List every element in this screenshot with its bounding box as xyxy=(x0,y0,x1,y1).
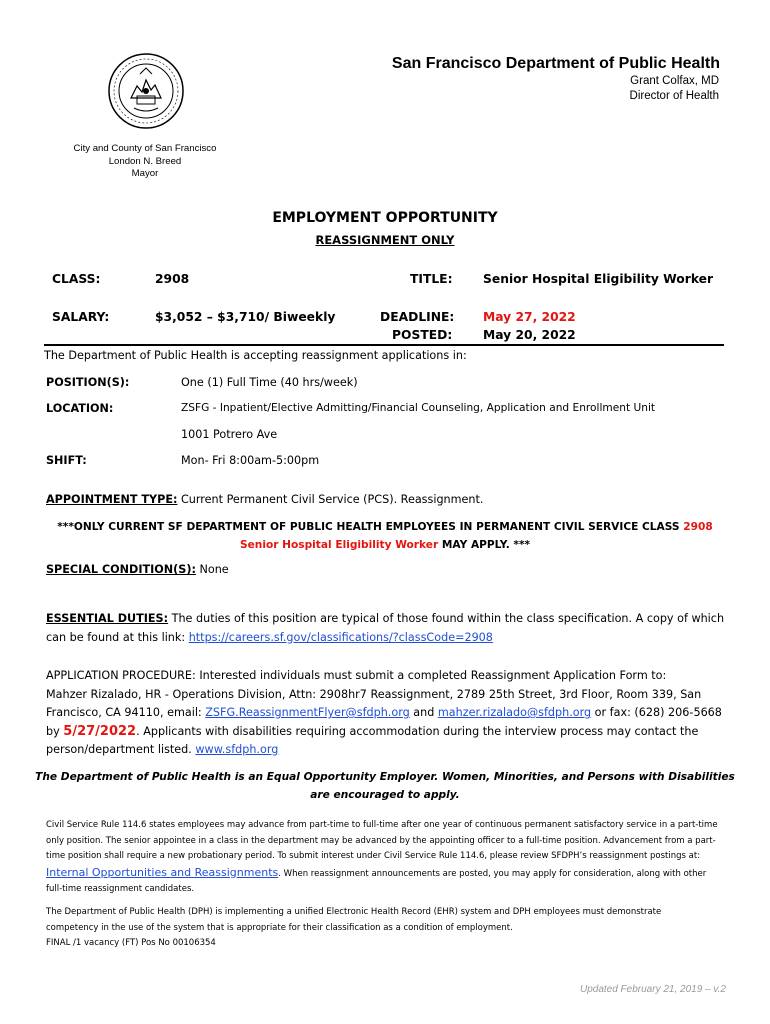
director-title: Director of Health xyxy=(629,90,719,102)
procedure-fax: or fax: (628) 206-5668 by xyxy=(46,706,722,738)
shift-value: Mon- Fri 8:00am-5:00pm xyxy=(181,454,320,467)
duties-label: ESSENTIAL DUTIES: xyxy=(46,612,169,625)
class-spec-link[interactable]: https://careers.sf.gov/classifications/?classCode=2908 xyxy=(188,630,493,644)
procedure-accommodation: . Applicants with disabilities requiring accommodation during the interview process may contact the person/department listed. xyxy=(46,724,699,756)
position-value: One (1) Full Time (40 hrs/week) xyxy=(181,376,358,389)
salary-value: $3,052 – $3,710/ Biweekly xyxy=(155,310,336,324)
sf-city-seal-icon xyxy=(107,52,185,130)
intro-text: The Department of Public Health is accepting reassignment applications in: xyxy=(44,349,467,362)
director-name: Grant Colfax, MD xyxy=(630,75,719,87)
email-link-flyer[interactable]: ZSFG.ReassignmentFlyer@sfdph.org xyxy=(205,706,410,719)
divider xyxy=(44,344,724,346)
shift-label: SHIFT: xyxy=(46,454,87,467)
version-footer: Updated February 21, 2019 – v.2 xyxy=(579,984,726,995)
class-label: CLASS: xyxy=(52,272,101,286)
special-conditions xyxy=(46,563,229,576)
application-procedure xyxy=(46,667,722,760)
eligibility-class: 2908 xyxy=(683,521,713,533)
website-link[interactable]: www.sfdph.org xyxy=(195,743,279,756)
appointment-value: Current Permanent Civil Service (PCS). Reassignment. xyxy=(177,493,484,506)
rule-text-end: . When reassignment announcements are posted, you may apply for consideration, along with other full-time reassignment candidates. xyxy=(46,868,707,894)
location-address: 1001 Potrero Ave xyxy=(181,428,278,441)
city-block xyxy=(60,143,230,181)
eoe-statement xyxy=(0,768,770,804)
ehr-line2: competency in the use of the system that is appropriate for their classification as a condition of employment. xyxy=(46,922,513,933)
appointment-label: APPOINTMENT TYPE: xyxy=(46,493,178,506)
eligibility-notice xyxy=(0,518,770,554)
eoe-line1: The Department of Public Health is an Equal Opportunity Employer. Women, Minorities, and Persons with Disabilities xyxy=(35,771,735,783)
procedure-line1: APPLICATION PROCEDURE: Interested individuals must submit a completed Reassignment Application Form to: xyxy=(46,669,667,682)
position-label: POSITION(S): xyxy=(46,376,130,389)
location-value: ZSFG - Inpatient/Elective Admitting/Financial Counseling, Application and Enrollment Unit xyxy=(181,402,656,414)
duties-text: The duties of this position are typical of those found within the class specification. A copy of which can be found at this link: xyxy=(46,612,725,644)
department-title: San Francisco Department of Public Health xyxy=(391,55,720,72)
page-title: EMPLOYMENT OPPORTUNITY xyxy=(272,210,498,226)
appointment-line xyxy=(46,493,483,506)
salary-label: SALARY: xyxy=(52,310,110,324)
essential-duties xyxy=(46,610,726,647)
civil-service-rule xyxy=(46,818,722,898)
posted-label: POSTED: xyxy=(392,328,453,342)
eligibility-title: Senior Hospital Eligibility Worker xyxy=(239,539,439,551)
ehr-notice xyxy=(46,905,736,952)
city-name: City and County of San Francisco xyxy=(73,143,217,154)
procedure-deadline: 5/27/2022 xyxy=(63,723,137,739)
deadline-value: May 27, 2022 xyxy=(483,310,576,324)
posted-value: May 20, 2022 xyxy=(483,328,576,342)
procedure-address: Mahzer Rizalado, HR - Operations Division, Attn: 2908hr7 Reassignment, 2789 25th Street, 3rd Floor, Room 339, San Francisco, CA 94110, email: xyxy=(46,687,702,719)
vacancy-info: FINAL /1 vacancy (FT) Pos No 00106354 xyxy=(46,938,216,948)
rule-text: Civil Service Rule 114.6 states employees may advance from part-time to full-time after one year of continuous permanent satisfactory service in a part-time only position. The senior appointee in a class in the department may be advanced by the appointing officer to a full-time position. Advancement from a part-time position shall require a new probationary period. To submit interest under Civil Service Rule 114.6, please review SFDPH’s reassignment postings at: xyxy=(46,820,718,861)
ehr-line1: The Department of Public Health (DPH) is implementing a unified Electronic Health Record (EHR) system and DPH employees must demonstrate xyxy=(46,907,662,917)
class-value: 2908 xyxy=(155,272,190,286)
location-label: LOCATION: xyxy=(46,402,114,415)
eoe-line2: are encouraged to apply. xyxy=(310,789,460,801)
special-label: SPECIAL CONDITION(S): xyxy=(46,563,196,576)
eligibility-line1: ***ONLY CURRENT SF DEPARTMENT OF PUBLIC HEALTH EMPLOYEES IN PERMANENT CIVIL SERVICE CLASS xyxy=(57,521,684,533)
deadline-label: DEADLINE: xyxy=(380,310,455,324)
mayor-name: London N. Breed xyxy=(108,155,182,167)
page-subtitle: REASSIGNMENT ONLY xyxy=(315,233,455,247)
title-label: TITLE: xyxy=(410,272,453,286)
email-link-hr[interactable]: mahzer.rizalado@sfdph.org xyxy=(437,706,592,719)
special-value: None xyxy=(195,563,229,576)
internal-opportunities-link[interactable]: Internal Opportunities and Reassignments xyxy=(46,865,279,879)
title-value: Senior Hospital Eligibility Worker xyxy=(483,272,714,286)
eligibility-line2: MAY APPLY. *** xyxy=(438,539,531,551)
procedure-and: and xyxy=(409,706,438,719)
mayor-title: Mayor xyxy=(131,168,159,179)
